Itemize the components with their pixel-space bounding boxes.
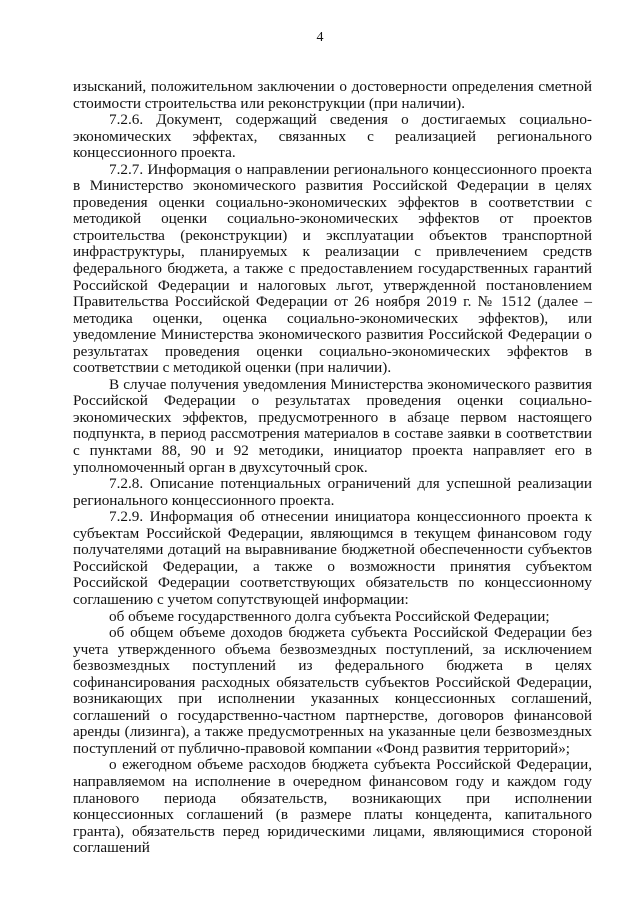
paragraph-7-2-8: 7.2.8. Описание потенциальных ограничений для успешной реализации регионального концессионного проекта. [73,475,592,509]
list-item-budget-revenue: об общем объеме доходов бюджета субъекта Российской Федерации без учета утвержденного объема безвозмездных поступлений, за исключением безвозмездных поступлений из федерального бюджета в целях софинансирования расходных обязательств субъектов Российской Федерации, возникающих при исполнении указанных концессионных соглашений, соглашений о государственно-частном партнерстве, договоров финансовой аренды (лизинга), а также предусмотренных на указанные цели безвозмездных поступлений от публично-правовой компании «Фонд развития территорий»; [73,624,592,757]
document-body [73,79,592,857]
page-number: 4 [316,30,324,45]
list-item-budget-expenses: о ежегодном объеме расходов бюджета субъекта Российской Федерации, направляемом на исполнение в очередном финансовом году и каждом году планового периода обязательств, возникающих при исполнении концессионных соглашений (в размере платы концедента, капитального гранта), обязательств перед юридическими лицами, являющимися стороной соглашений [73,756,592,857]
paragraph-7-2-9: 7.2.9. Информация об отнесении инициатора концессионного проекта к субъектам Российской Федерации, являющимся в текущем финансовом году получателями дотаций на выравнивание бюджетной обеспеченности субъектов Российской Федерации, а также о возможности принятия субъектом Российской Федерации соответствующих обязательств по концессионному соглашению с учетом сопутствующей информации: [73,508,592,608]
paragraph-7-2-6: 7.2.6. Документ, содержащий сведения о достигаемых социально-экономических эффектах, связанных с реализацией регионального концессионного проекта. [73,111,592,162]
paragraph-7-2-7: 7.2.7. Информация о направлении регионального концессионного проекта в Министерство экономического развития Российской Федерации в целях проведения оценки социально-экономических эффектов в соответствии с методикой оценки социально-экономических эффектов от проектов строительства (реконструкции) и эксплуатации объектов транспортной инфраструктуры, планируемых к реализации с привлечением средств федерального бюджета, а также с предоставлением государственных гарантий Российской Федерации и налоговых льгот, утвержденной постановлением Правительства Российской Федерации от 26 ноября 2019 г. № 1512 (далее – методика оценки, оценка социально-экономических эффектов), или уведомление Министерства экономического развития Российской Федерации о результатах проведения оценки социально-экономических эффектов в соответствии с методикой оценки (при наличии). [73,160,592,377]
paragraph-continuation: изысканий, положительном заключении о достоверности определения сметной стоимости строительства или реконструкции (при наличии). [73,78,592,112]
list-item-state-debt: об объеме государственного долга субъекта Российской Федерации; [109,607,550,625]
paragraph-notification: В случае получения уведомления Министерства экономического развития Российской Федерации о результатах проведения оценки социально-экономических эффектов, предусмотренного в абзаце первом настоящего подпункта, в период рассмотрения материалов в составе заявки в соответствии с пунктами 88, 90 и 92 методики, инициатор проекта направляет его в уполномоченный орган в двухсуточный срок. [73,375,592,476]
